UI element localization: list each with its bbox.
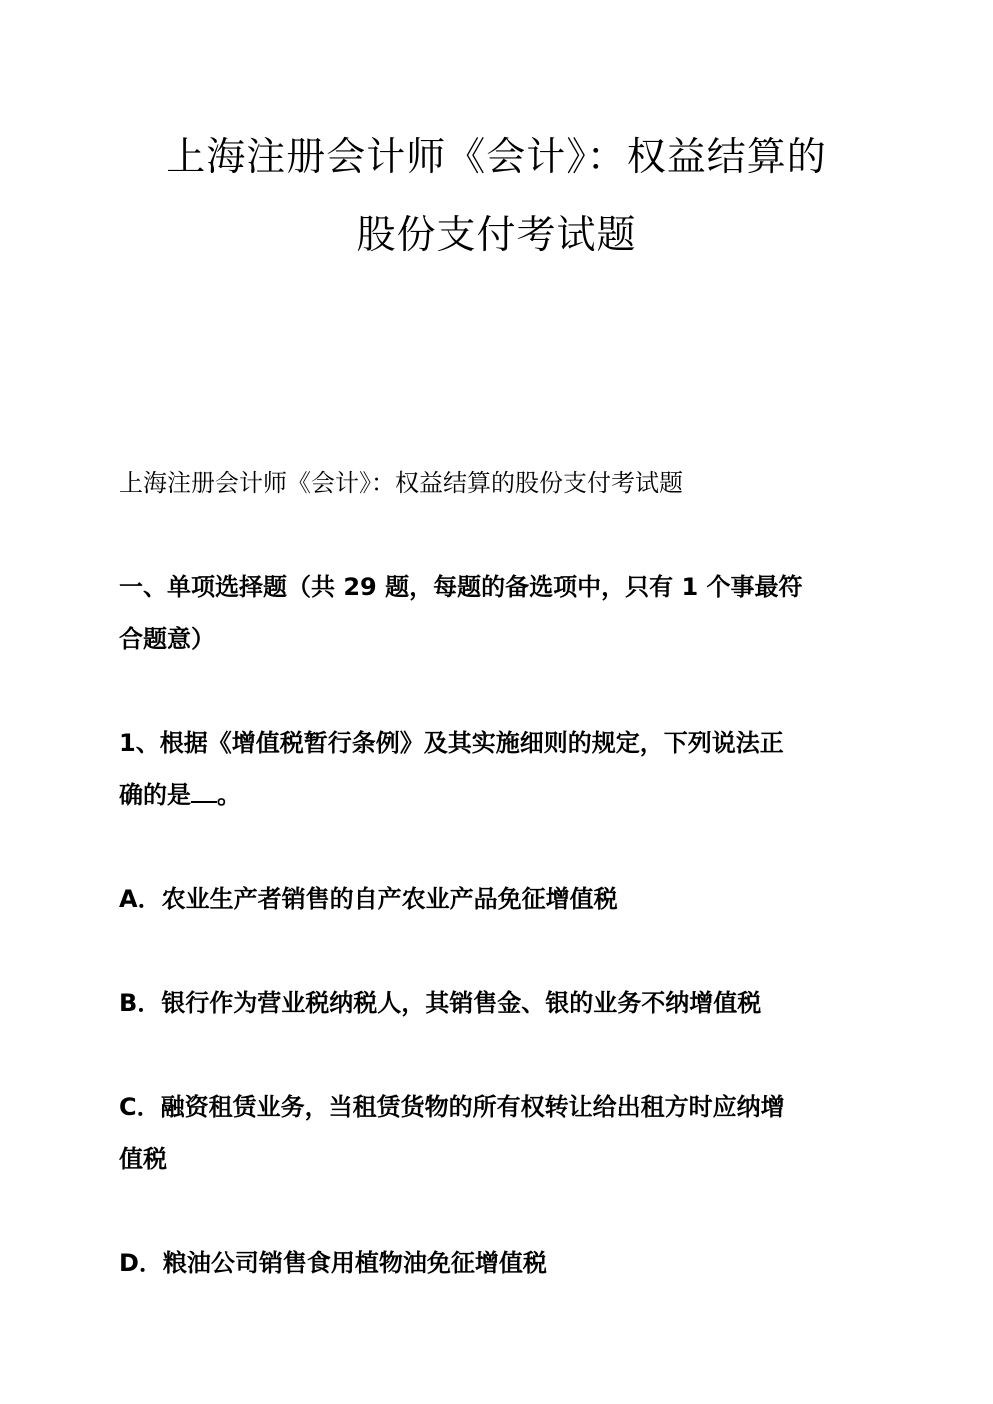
answer-blank bbox=[191, 781, 217, 803]
option-b-text: B．银行作为营业税纳税人，其销售金、银的业务不纳增值税 bbox=[119, 989, 762, 1017]
subtitle-text: 上海注册会计师《会计》：权益结算的股份支付考试题 bbox=[119, 469, 683, 497]
title-line-2: 股份支付考试题 bbox=[356, 213, 637, 258]
question-1 bbox=[119, 717, 879, 821]
option-c-line-1: C．融资租赁业务，当租赁货物的所有权转让给出租方时应纳增 bbox=[119, 1093, 785, 1121]
title-line-1: 上海注册会计师《会计》：权益结算的 bbox=[166, 135, 827, 180]
section-heading-line-2: 合题意） bbox=[119, 625, 215, 653]
option-b bbox=[119, 977, 879, 1029]
document-title bbox=[80, 119, 913, 275]
option-a-text: A．农业生产者销售的自产农业产品免征增值税 bbox=[119, 885, 618, 913]
question-1-prefix: 确的是 bbox=[119, 781, 191, 809]
section-heading-line-1: 一、单项选择题（共 29 题，每题的备选项中，只有 1 个事最符 bbox=[119, 573, 803, 601]
option-d bbox=[119, 1237, 879, 1289]
document-subtitle bbox=[119, 457, 879, 509]
option-c-line-2: 值税 bbox=[119, 1145, 167, 1173]
question-1-line-2 bbox=[119, 769, 879, 821]
option-d-text: D．粮油公司销售食用植物油免征增值税 bbox=[119, 1249, 547, 1277]
option-c bbox=[119, 1081, 879, 1185]
section-heading bbox=[119, 561, 879, 665]
question-1-suffix: 。 bbox=[217, 781, 241, 809]
question-1-line-1: 1、根据《增值税暂行条例》及其实施细则的规定，下列说法正 bbox=[119, 729, 784, 757]
option-a bbox=[119, 873, 879, 925]
